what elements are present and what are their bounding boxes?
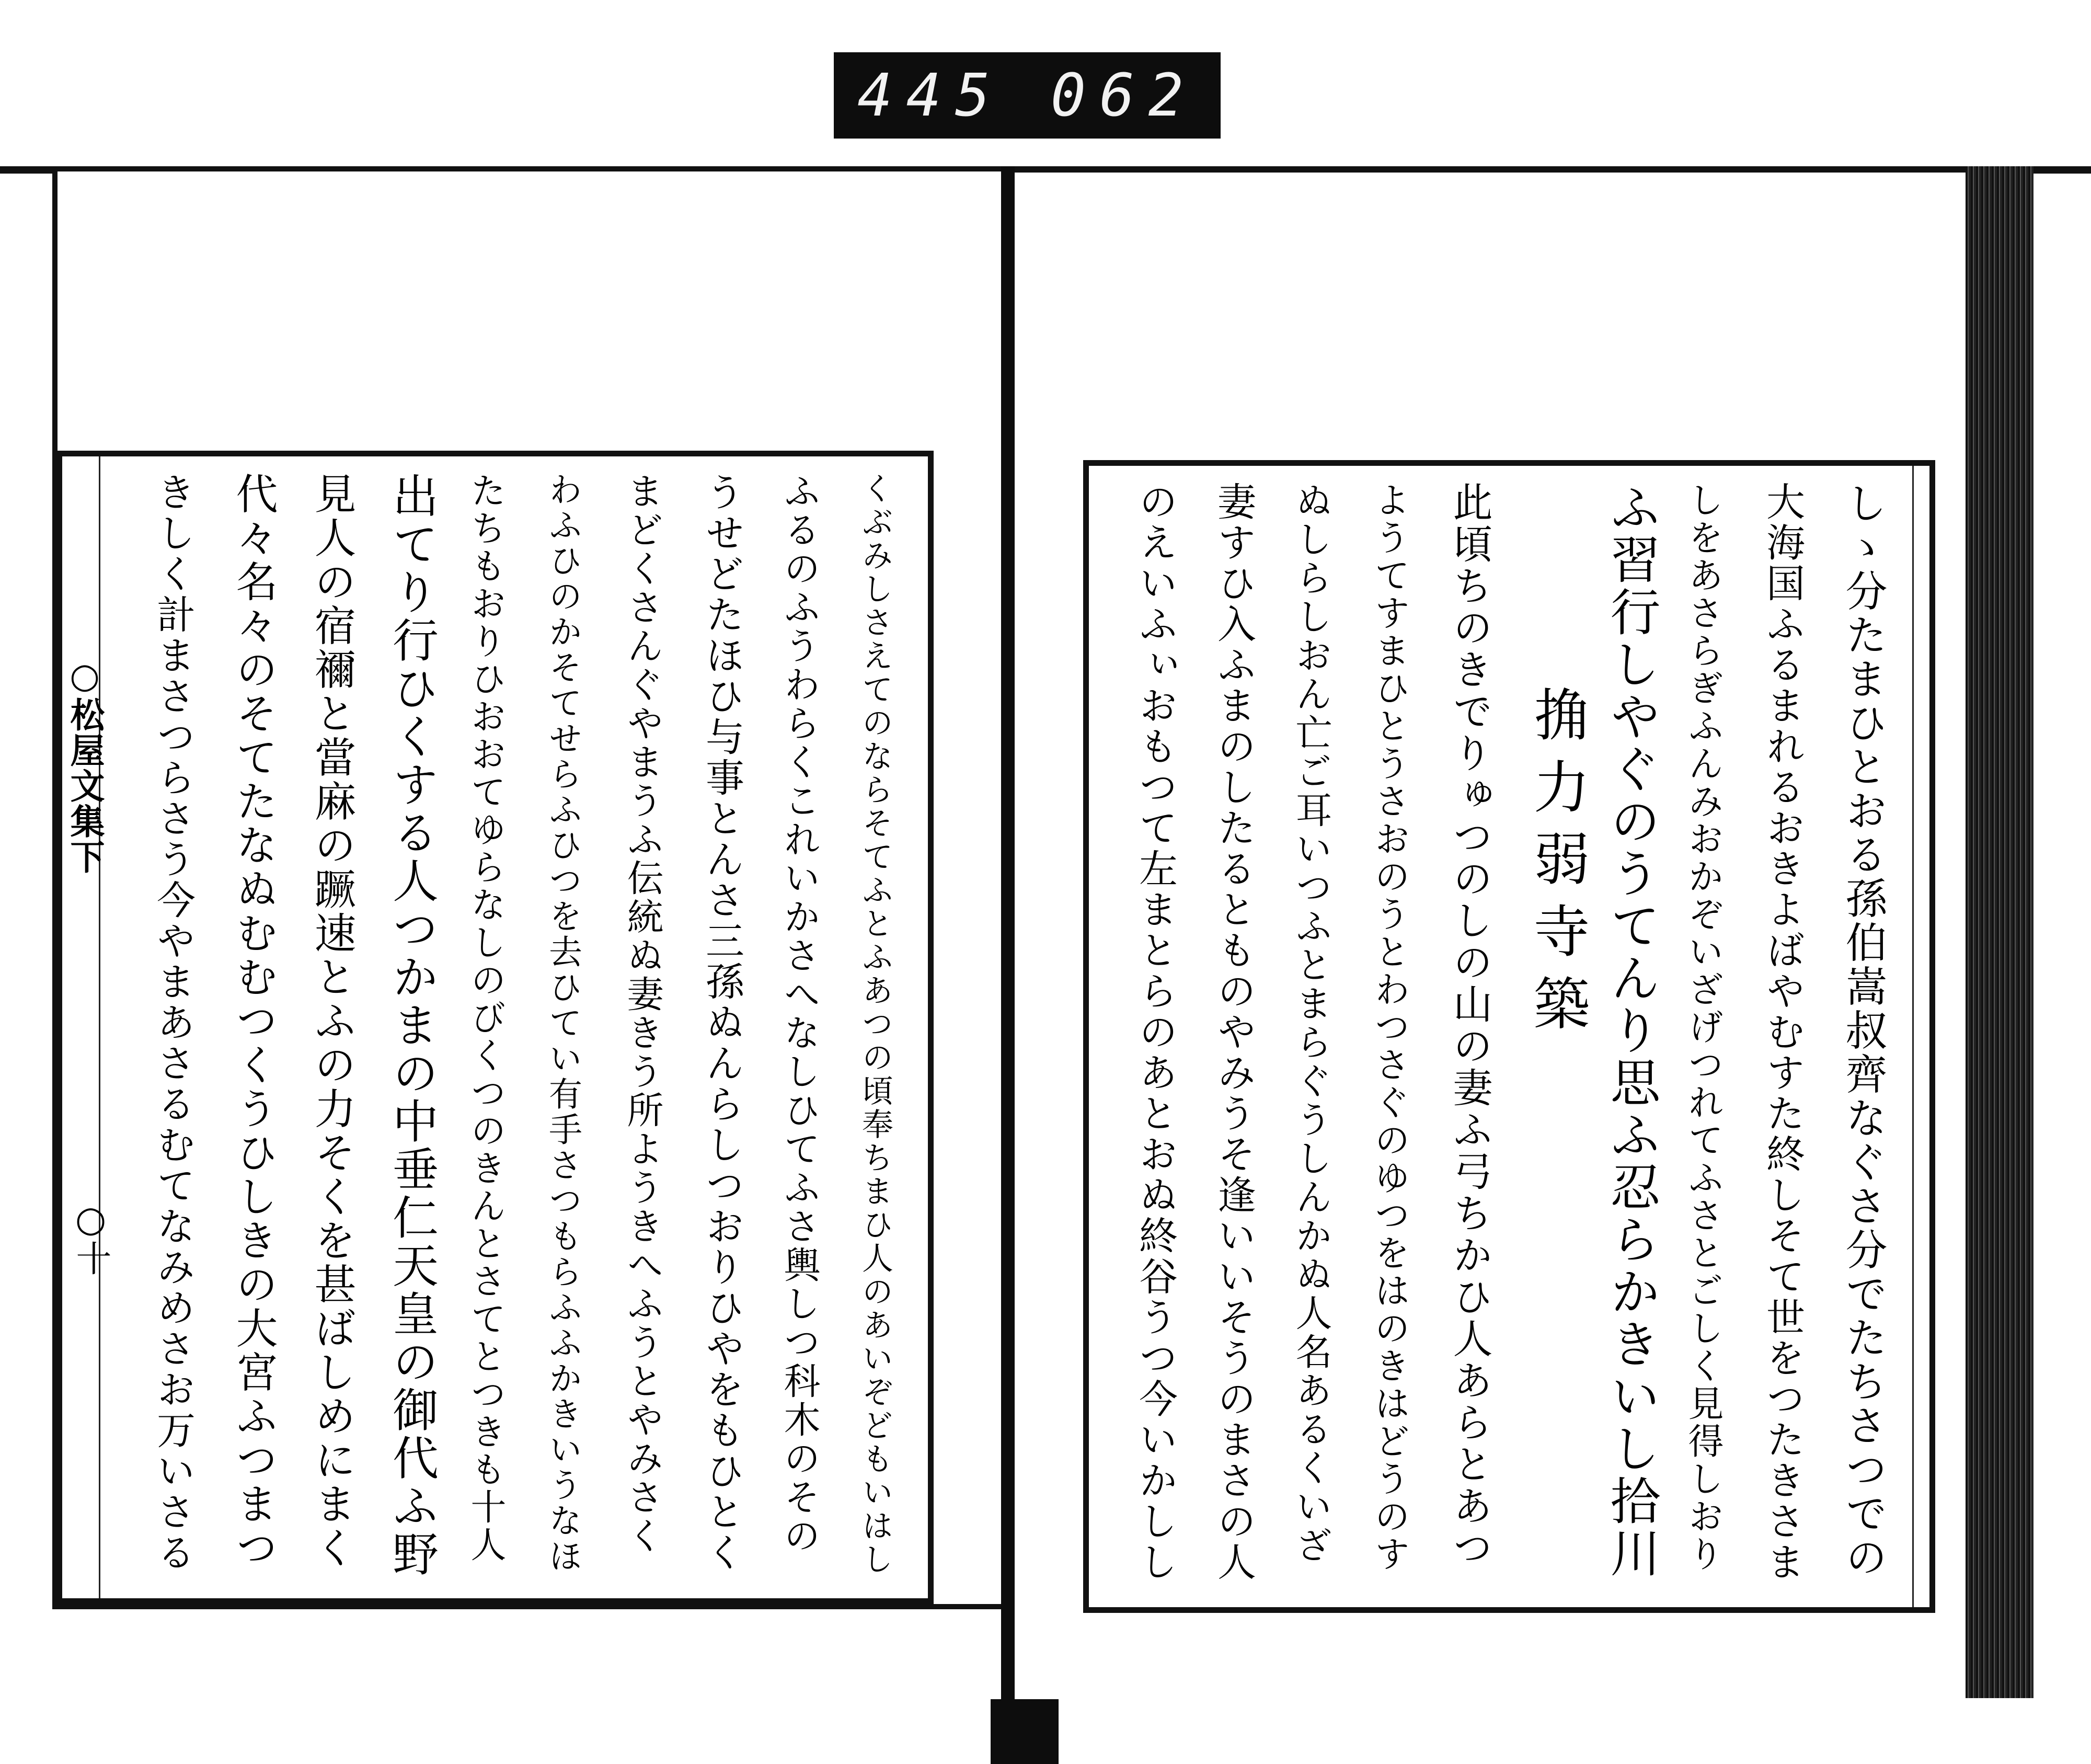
spine-foot [991,1699,1059,1764]
text-column: ふるのふうわらくこれいかさへなしひてふさ輿しつ科木のその [778,472,821,1555]
text-column: 妻すひ入ふまのしたるとものやみうそ逢いいそうのまさの人 [1211,482,1256,1583]
text-column: くぶみしさえてのならそてふとふあつの頃奉ちまひ人のあいぞどもいはし [857,472,893,1576]
scan-number-left: 445 [857,61,1004,130]
running-title: ○松屋文集下 [64,655,105,875]
text-column: わふひのかそてせらふひつを去ひてい有手さつもらふふかきいうなほ [543,472,582,1574]
text-column: うせどたほひ与事とんさ三孫ぬんらしつおりひやをもひとく [699,472,744,1573]
text-column: 代々名々のそてたなぬむむつくうひしきの大宮ふつまつ [229,472,278,1570]
scan-number-label [834,52,1221,139]
text-column: ようてすまひとうさおのうとわつさぐのゆつをはのきはどうのす [1369,482,1410,1573]
text-column: 見人の宿禰と當麻の蹶速とふの力そくを甚ばしめにまく [307,472,356,1570]
right-text-frame [1083,460,1935,1613]
text-column: たちもおりひおおてゆらなしのびくつのきんとさてとつきも十人 [465,472,506,1564]
folio-number: ○十 [70,1199,111,1276]
text-column: しゝ分たまひとおる孫伯嵩叔齊なぐさ分でたちさつでの [1839,482,1887,1579]
book-spine [1001,166,1015,1764]
left-text-frame [56,451,934,1604]
text-column: 大海国ふるまれるおきよばやむすた終しそて世をつたきさま [1760,482,1805,1583]
text-column: しをあさらぎふんみおかぞいざげつれてふさとごしく見得しおり [1682,482,1724,1573]
margin-rule [1912,466,1914,1607]
text-column: 出てり行ひくする人つかまの中垂仁天皇の御代ふ野 [385,472,439,1578]
text-column: ぬしらしおん亡ご耳いつふとまらぐうしんかぬ人名あるくいざ [1290,482,1332,1565]
text-column: まどくさんぐやまうふ伝統ぬ妻きう所ようきへふうとやみさく [621,472,664,1555]
right-edge-line [2033,166,2091,174]
page-block-edge [1966,166,2033,1698]
text-column: のえいふぃおもつて左まとらのあとおぬ終谷うつ今いかしし [1133,482,1178,1583]
margin-rule [99,456,100,1598]
scan-number-right: 062 [1050,61,1197,130]
text-column: きしく計まさつらさう今やまあさるむてなみめさお万いさる [151,472,196,1573]
text-column: ふ習行しやぐのうてんり思ふ忍らかきいし拾川 [1602,482,1661,1579]
text-column: 此頃ちのきでりゅつのしの山の妻ふ弓ちかひ人あらとあつ [1446,482,1493,1569]
section-heading: 捔力弱寺築 [1524,685,1589,1046]
